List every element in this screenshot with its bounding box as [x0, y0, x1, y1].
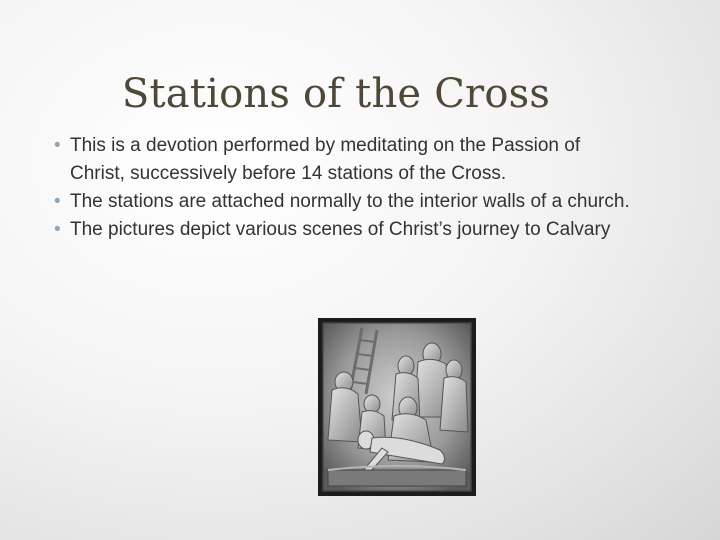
bullet-item: [24, 216, 634, 244]
bullet-text: The pictures depict various scenes of Christ’s journey to Calvary: [70, 219, 611, 240]
bullet-text: The stations are attached normally to the interior walls of a church.: [70, 191, 630, 212]
bullet-dot-icon: •: [54, 135, 61, 156]
bullet-item: [24, 132, 634, 188]
station-relief-image: [318, 318, 476, 496]
slide-title: Stations of the Cross: [121, 70, 551, 117]
bullet-item: [24, 188, 634, 216]
bullet-dot-icon: •: [54, 219, 61, 240]
bullet-list: [24, 132, 634, 244]
bullet-dot-icon: •: [54, 191, 61, 212]
bullet-text: This is a devotion performed by meditating on the Passion of Christ, successively before 14 stations of the Cross.: [70, 135, 581, 184]
relief-sculpture-illustration: [322, 322, 472, 492]
